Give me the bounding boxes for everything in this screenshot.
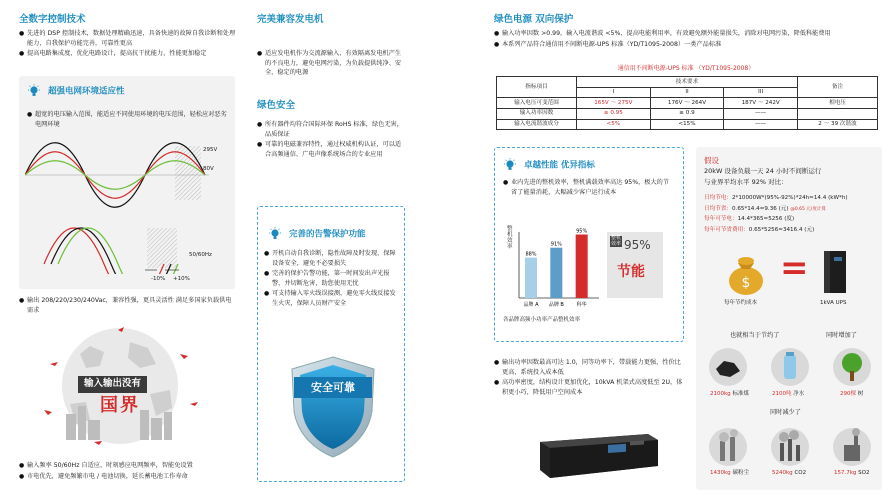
so2-icon (832, 427, 872, 467)
header-class-iii: III (724, 87, 798, 98)
voltage-wave-diagram (25, 142, 229, 208)
tree-item: 290棵 树 (840, 391, 864, 397)
frequency-plus-label: +10% (173, 276, 190, 282)
shield-icon (286, 353, 380, 461)
equal-sign: = (780, 248, 809, 288)
wave-label-80v: 80V (203, 166, 214, 172)
list-item: ● 市电优先，避免频繁市电 / 电池切换，延长蓄电池工作寿命 (19, 472, 241, 482)
chart-caption: 各品牌高频小功率产品整机效率 (503, 317, 581, 323)
calc-row: 每年可节省费用：0.65*5256≈3416.4 (元) (704, 226, 815, 233)
money-bag-icon (724, 249, 768, 297)
section-title-green-safety: 绿色安全 (257, 100, 296, 111)
header-item: 指标项目 (497, 77, 577, 98)
output-voltage-bullet: ● 输出 208/220/230/240Vac，兼容性强，更具灵活性 满足多国家负载供电需求 (19, 296, 235, 315)
table-caption: 通信用不间断电源-UPS 标准 （YD/T1095-2008） (617, 65, 755, 72)
hypothesis-title: 假设 (704, 156, 719, 165)
equiv-title: 也就相当于节约了 (730, 332, 780, 339)
saved-item-water: 2100吨 净水 (772, 391, 805, 397)
panel-subtitle-text: 超强电网环境适应性 (47, 86, 125, 97)
col1-bottom-bullets (19, 461, 241, 482)
section-title-generator: 完美兼容发电机 (257, 14, 324, 25)
chart-value-label: 95% (576, 228, 588, 235)
dust-icon (708, 427, 748, 467)
water-icon (770, 347, 810, 387)
reduced-item-co2: 5240kg CO2 (772, 470, 807, 476)
chart-bar (525, 258, 537, 298)
lightbulb-icon (268, 227, 282, 241)
shield-text: 安全可靠 (294, 377, 372, 398)
hypothesis-panel (696, 147, 882, 490)
reduce-title: 同时减少了 (770, 409, 801, 416)
efficiency-bar-chart (511, 226, 603, 316)
svg-text:$: $ (741, 275, 751, 291)
tower-ups-icon (820, 249, 850, 295)
spec-table (496, 76, 878, 130)
list-item: ● 超宽的电压输入范围，能适应不同使用环境的电压范围，轻松应对恶劣电网环境 (27, 110, 227, 129)
panel-subtitle-text: 卓越性能 优异指标 (523, 160, 595, 171)
table-row: 输入电流谐波成分 <5% <15% —— 2 ～ 39 次谐波 (497, 119, 878, 130)
calc-list (704, 193, 880, 236)
co2-icon (770, 427, 810, 467)
list-item: ● 提高电路集成度，优化电路设计，提高抗干扰能力，性能更加稳定 (19, 49, 241, 59)
section-title-digital-control: 全数字控制技术 (19, 14, 86, 25)
frequency-label: 50/60Hz (189, 252, 212, 258)
list-item: ● 本系列产品符合通信用不间断电源-UPS 标准（YD/T1095-2008）一类产品标准 (494, 40, 878, 50)
spec-table-wrapper (496, 76, 878, 130)
cost-caption: 每年节约成本 (724, 300, 758, 306)
alarm-bullets (264, 249, 400, 310)
col3-bottom-bullets (494, 358, 686, 398)
reduced-item-dust: 1430kg 碳粉尘 (710, 470, 749, 476)
coal-icon (708, 347, 748, 387)
list-item: ● 输出功率因数最高可达 1.0，同等功率下，带载能力更强，性价比更高，系统投入成本低 (494, 358, 686, 377)
list-item: ● 所有器件均符合国际环保 RoHS 标准，绿色无害，品质保证 (257, 120, 407, 139)
header-class-ii: II (650, 87, 724, 98)
hypothesis-line2: 与业界平均水平 92% 对比： (704, 178, 788, 186)
chart-ylabel: 整机效率 (507, 226, 513, 251)
saved-item-coal: 2100kg 标准煤 (710, 391, 749, 397)
generator-bullet: ● 适应发电机作为交流源输入，有效隔离发电机产生的不良电力，避免电网污染，为负载提供纯净、安全、稳定的电源 (257, 49, 407, 78)
list-item: ● 可支持输入零火线误接测，避免零火线反接发生火灾，保障人员财产安全 (264, 289, 400, 308)
chart-value-label: 91% (550, 241, 562, 248)
chart-category-label: 品牌 B (548, 302, 564, 308)
panel-subtitle-text: 完善的告警保护功能 (288, 229, 366, 240)
green-power-bullets (494, 29, 878, 50)
efficiency-bullet: ● 业内先进的整机效率，整机满载效率高达 95%，极大的节省了能量消耗，大幅减少客户运行成本 (503, 178, 675, 197)
ups-caption: 1kVA UPS (820, 300, 847, 306)
header-tech: 技术要求 (577, 77, 798, 88)
efficiency-badge (607, 232, 663, 298)
chart-bar (550, 248, 562, 298)
tree-icon (832, 347, 872, 387)
globe-caption-line2: 国界 (100, 395, 140, 416)
list-item: ● 开机自动自我诊断，隐性故障及时发现，保障设备安全，避免不必要损失 (264, 249, 400, 268)
panel-subtitle (503, 158, 595, 173)
grid-adaptability-panel (19, 76, 235, 289)
lightbulb-icon (27, 84, 41, 98)
plant-title: 同时增加了 (826, 332, 857, 339)
chart-category-label: 科华 (576, 302, 587, 308)
header-note: 备注 (798, 77, 878, 98)
alarm-protection-panel (257, 206, 405, 482)
list-item: ● 输入功率因数 >0.99，输入电流谐波 <5%，提高电能利用率，有效避免额外能量损失，消除对电网污染，降低科能费用 (494, 29, 878, 39)
digital-control-bullets (19, 29, 241, 60)
section-title-green-power: 绿色电源 双向保护 (494, 14, 574, 25)
calc-row: 日均节电：2*10000W*(95%-92%)*24h≈14.4 (kW*h) (704, 195, 848, 201)
list-item: ● 高功率密度，结构设计更加优化，10kVA 机架式高度低至 2U，体积更小巧，降低用户空间成本 (494, 378, 686, 397)
rack-ups-product-image (536, 428, 660, 484)
chart-category-label: 品牌 A (523, 302, 539, 308)
chart-value-label: 88% (525, 251, 537, 258)
badge-value: 95% (624, 238, 651, 252)
chart-bar (576, 235, 588, 299)
lightbulb-icon (503, 158, 517, 172)
calc-row: 每年可节电：14.4*365≈5256 (度) (704, 216, 795, 223)
frequency-minus-label: -10% (151, 276, 166, 282)
table-row: 输入功率因数 ≥ 0.95 ≥ 0.9 —— (497, 108, 878, 119)
wave-label-295v: 295V (203, 147, 218, 153)
energy-saving-text: 节能 (617, 264, 645, 280)
list-item: ● 完善的保护告警功能，第一时间发出声光报警，并切断危害，助您使用无忧 (264, 269, 400, 288)
green-safety-bullets (257, 120, 407, 160)
frequency-wave-diagram (39, 224, 199, 274)
badge-label: 整机效率 (610, 235, 621, 247)
globe-caption-line1: 输入输出没有 (78, 376, 147, 393)
list-item: ● 先进的 DSP 控制技术，数据处理精确迅速，具备快速的故障自我诊断和处理能力，自我保护功能完善，可靠性更高 (19, 29, 241, 48)
header-class-i: I (577, 87, 651, 98)
reduced-item-so2: 157.7kg SO2 (834, 470, 870, 476)
hypothesis-line1: 20kW 设备负载一天 24 小时不间断运行 (704, 167, 822, 175)
list-item: ● 输入频率 50/60Hz 自适应，时刻感应电网频率，智能免设置 (19, 461, 241, 471)
panel-subtitle (268, 227, 365, 242)
panel-subtitle (27, 84, 124, 99)
efficiency-panel (494, 147, 684, 342)
table-row: 输入电压可变范围 165V ～ 275V 176V ～ 264V 187V ～ 242V 相电压 (497, 98, 878, 109)
list-item: ● 可靠的电磁兼容特性，通过权威机构认证，可以适合高频通信、广电声像系统场合的专业应用 (257, 140, 407, 159)
calc-row: 日均节省：0.65*14.4≈9.36 (元) @0.65 元/度计算 (704, 205, 826, 212)
